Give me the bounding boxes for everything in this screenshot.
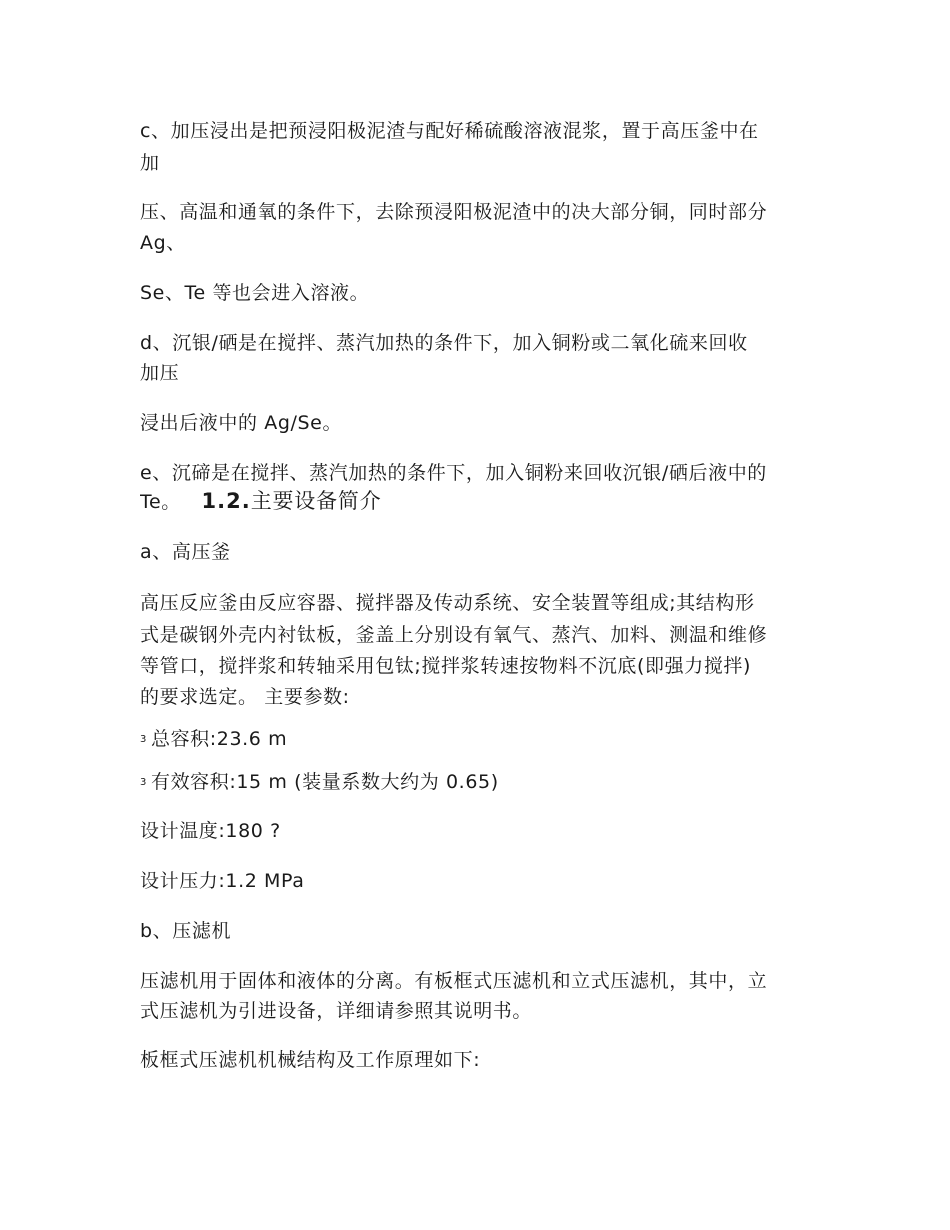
autoclave-body-line-2: 式是碳钢外壳内衬钛板，釜盖上分别设有氧气、蒸汽、加料、测温和维修 [140,624,768,646]
paragraph-c-line-1: c、加压浸出是把预浸阳极泥渣与配好稀硫酸溶液混浆，置于高压釜中在 [140,120,759,142]
paragraph-c-line-3: 压、高温和通氧的条件下，去除预浸阳极泥渣中的决大部分铜，同时部分 [140,201,768,223]
paragraph-d-line-3: 浸出后液中的 Ag/Se。 [140,412,343,434]
section-title: 主要设备简介 [250,489,382,513]
paragraph-d-line-2: 加压 [140,362,180,384]
paragraph-c-line-4: Ag、 [140,232,186,254]
paragraph-e-line-1: e、沉碲是在搅拌、蒸汽加热的条件下，加入铜粉来回收沉银/硒后液中的 [140,462,767,484]
autoclave-body-line-1: 高压反应釜由反应容器、搅拌器及传动系统、安全装置等组成;其结构形 [140,592,755,614]
param-design-temperature: 设计温度:180 ? [140,820,281,842]
autoclave-body-line-3: 等管口，搅拌浆和转轴采用包钛;搅拌浆转速按物料不沉底(即强力搅拌) [140,655,752,677]
paragraph-d-line-1: d、沉银/硒是在搅拌、蒸汽加热的条件下，加入铜粉或二氧化硫来回收 [140,332,748,354]
param-effective-volume-text: 有效容积:15 m (装量系数大约为 0.65) [150,771,499,793]
section-number: 1.2. [201,489,251,513]
param-total-volume-text: 总容积:23.6 m [150,728,288,750]
param-total-volume-sup: 3 [140,734,147,745]
filter-press-body-line-2: 式压滤机为引进设备，详细请参照其说明书。 [140,1000,533,1022]
paragraph-e-line-2-prefix: Te。 [140,491,181,513]
filter-press-body-line-1: 压滤机用于固体和液体的分离。有板框式压滤机和立式压滤机，其中，立 [140,970,768,992]
paragraph-c-line-5: Se、Te 等也会进入溶液。 [140,282,370,304]
heading-autoclave: a、高压釜 [140,541,231,563]
param-total-volume [140,726,820,753]
paragraph-e-line-2 [140,488,820,516]
autoclave-body-line-4: 的要求选定。 主要参数: [140,686,350,708]
paragraph-c-line-2: 加 [140,152,160,174]
param-effective-volume [140,769,820,796]
param-effective-volume-sup: 3 [140,777,147,788]
param-design-pressure: 设计压力:1.2 MPa [140,870,305,892]
filter-press-body-line-3: 板框式压滤机机械结构及工作原理如下: [140,1049,481,1071]
heading-filter-press: b、压滤机 [140,920,232,942]
